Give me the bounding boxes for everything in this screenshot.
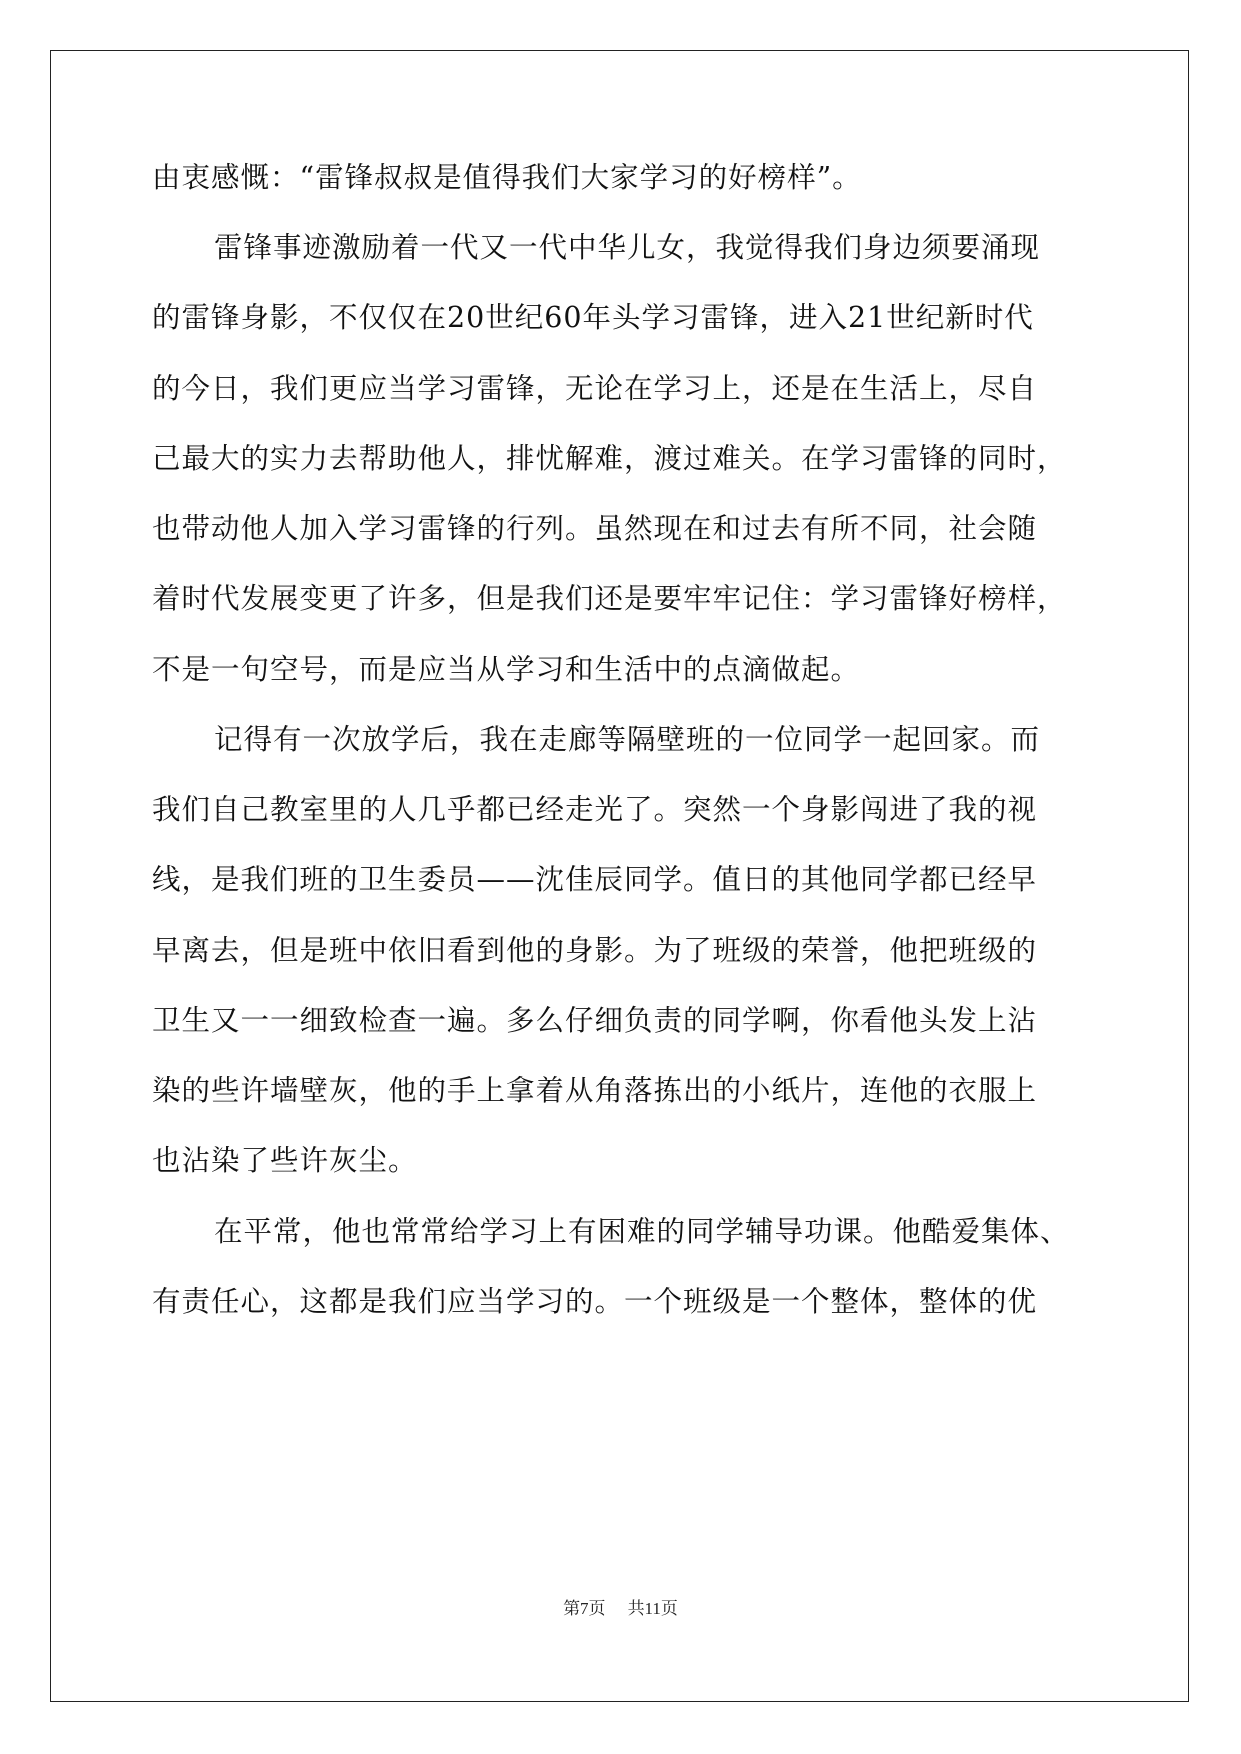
text-line: 着时代发展变更了许多，但是我们还是要牢牢记住：学习雷锋好榜样， [152, 582, 1067, 615]
text-line: 染的些许墙壁灰，他的手上拿着从角落拣出的小纸片，连他的衣服上 [152, 1074, 1038, 1107]
page-footer [0, 1597, 1241, 1621]
text-line: 线，是我们班的卫生委员——沈佳辰同学。值日的其他同学都已经早 [152, 863, 1038, 896]
page-number-current: 第7页 [563, 1599, 606, 1618]
text-line: 我们自己教室里的人几乎都已经走光了。突然一个身影闯进了我的视 [152, 793, 1038, 826]
text-line: 也带动他人加入学习雷锋的行列。虽然现在和过去有所不同，社会随 [152, 512, 1038, 545]
paragraph-first-line: 记得有一次放学后，我在走廊等隔壁班的一位同学一起回家。而 [214, 723, 1041, 756]
page-number-total: 共11页 [627, 1599, 678, 1618]
text-line: 由衷感慨：“雷锋叔叔是值得我们大家学习的好榜样”。 [152, 161, 862, 194]
text-line: 的雷锋身影，不仅仅在20世纪60年头学习雷锋，进入21世纪新时代 [152, 301, 1034, 334]
paragraph-first-line: 雷锋事迹激励着一代又一代中华儿女，我觉得我们身边须要涌现 [214, 231, 1041, 264]
text-line: 早离去，但是班中依旧看到他的身影。为了班级的荣誉，他把班级的 [152, 934, 1038, 967]
text-line: 的今日，我们更应当学习雷锋，无论在学习上，还是在生活上，尽自 [152, 372, 1038, 405]
text-line: 有责任心，这都是我们应当学习的。一个班级是一个整体，整体的优 [152, 1285, 1038, 1318]
text-line: 也沾染了些许灰尘。 [152, 1144, 418, 1177]
text-line: 不是一句空号，而是应当从学习和生活中的点滴做起。 [152, 653, 861, 686]
paragraph-first-line: 在平常，他也常常给学习上有困难的同学辅导功课。他酷爱集体、 [214, 1215, 1070, 1248]
text-line: 己最大的实力去帮助他人，排忧解难，渡过难关。在学习雷锋的同时， [152, 442, 1067, 475]
text-line: 卫生又一一细致检查一遍。多么仔细负责的同学啊，你看他头发上沾 [152, 1004, 1038, 1037]
